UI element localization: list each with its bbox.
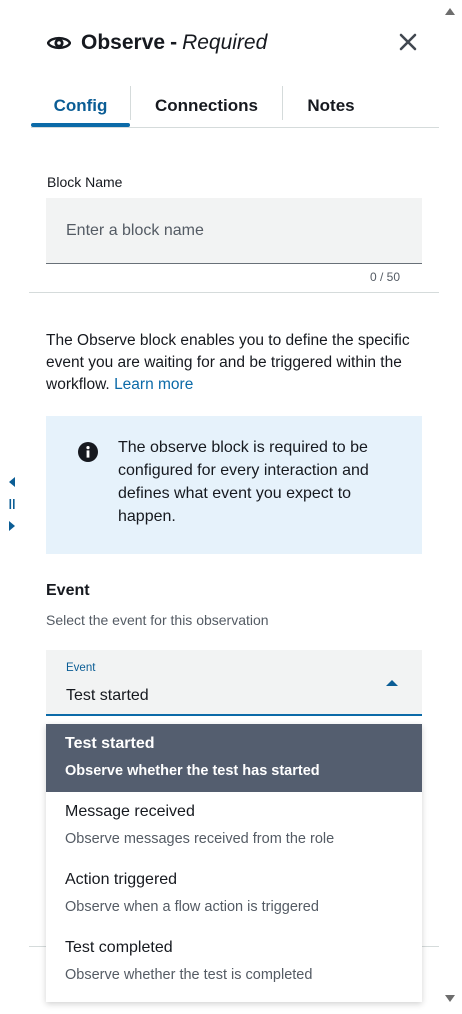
dropdown-option-action-triggered[interactable] <box>46 860 422 928</box>
info-text: The observe block is required to be configured for every interaction and defines what event you expect to happen. <box>118 439 369 525</box>
event-section-title: Event <box>46 582 90 599</box>
panel-header <box>47 28 417 58</box>
required-label: Required <box>182 31 268 54</box>
option-description: Observe whether the test is completed <box>65 967 313 983</box>
block-description <box>46 330 416 396</box>
caret-up-icon <box>385 678 399 688</box>
dropdown-option-message-received[interactable] <box>46 792 422 860</box>
tab-notes[interactable]: Notes <box>307 96 355 115</box>
title-separator: - <box>170 31 178 54</box>
event-select[interactable] <box>46 650 422 716</box>
section-divider <box>29 292 439 293</box>
block-name-label: Block Name <box>47 174 123 190</box>
panel-title: Observe <box>81 31 166 54</box>
event-select-value: Test started <box>66 687 149 704</box>
option-description: Observe whether the test has started <box>65 763 320 779</box>
dropdown-option-test-completed[interactable] <box>46 928 422 996</box>
tab-config[interactable]: Config <box>53 96 108 115</box>
close-icon[interactable] <box>396 30 420 54</box>
description-text: The Observe block enables you to define the specific event you are waiting for and be triggered within the workflow. <box>46 332 410 393</box>
eye-icon <box>47 31 71 55</box>
event-select-label: Event <box>66 662 96 674</box>
learn-more-link[interactable]: Learn more <box>114 376 194 393</box>
tab-connections[interactable]: Connections <box>155 96 258 115</box>
option-title: Action triggered <box>65 871 178 888</box>
scroll-up-arrow-icon[interactable] <box>444 6 456 16</box>
option-description: Observe messages received from the role <box>65 831 335 847</box>
block-name-input[interactable]: Enter a block name <box>46 198 422 264</box>
panel-resize-handle[interactable] <box>6 475 18 535</box>
option-title: Test completed <box>65 939 173 956</box>
info-icon <box>78 442 98 462</box>
option-title: Message received <box>65 803 195 820</box>
active-tab-indicator <box>31 123 130 127</box>
scroll-down-arrow-icon[interactable] <box>444 994 456 1004</box>
tab-divider <box>282 86 283 120</box>
dropdown-option-test-started[interactable] <box>46 724 422 792</box>
tab-bar <box>31 84 439 128</box>
option-description: Observe when a flow action is triggered <box>65 899 319 915</box>
event-dropdown-menu <box>46 724 422 1002</box>
event-section-subtitle: Select the event for this observation <box>46 612 269 628</box>
character-counter: 0 / 50 <box>369 270 400 284</box>
option-title: Test started <box>65 735 155 752</box>
tab-divider <box>130 86 131 120</box>
info-alert <box>46 416 422 554</box>
